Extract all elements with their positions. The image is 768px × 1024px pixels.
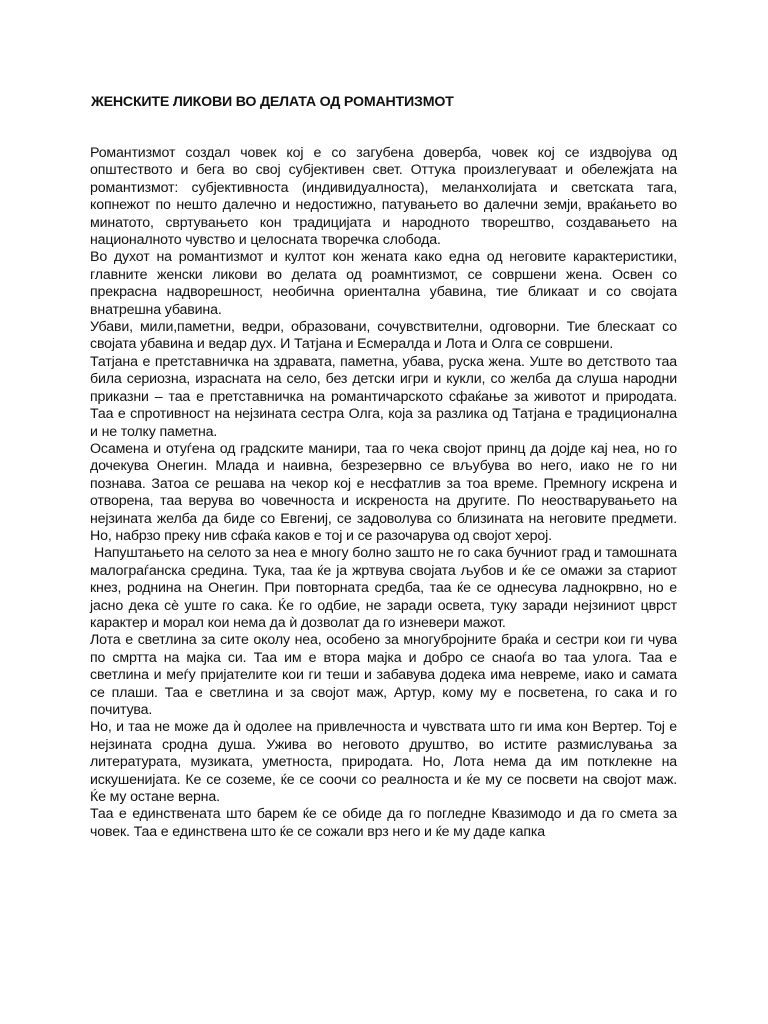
document-body (90, 145, 677, 841)
paragraph: Но, и таа не може да ѝ одолее на привлечноста и чувствата што ги има кон Вертер. Тој е нејзината сродна душа. Ужива во неговото друштво, во истите размислувања за литературата, музиката, уметноста, природата. Но, Лота нема да им потклекне на искушенијата. Ке се соземе, ќе се соочи со реалноста и ќе му се посвети на својот маж. Ќе му остане верна. (90, 719, 677, 806)
document-title: ЖЕНСКИТЕ ЛИКОВИ ВО ДЕЛАТА ОД РОМАНТИЗМОТ (91, 94, 454, 110)
paragraph: Татјана е претставничка на здравата, паметна, убава, руска жена. Уште во детството таа била сериозна, израсната на село, без детски игри и кукли, со желба да слуша народни приказни – таа е претставничка на романтичарското сфаќање за животот и природата. Таа е спротивност на нејзината сестра Олга, која за разлика од Татјана е традиционална и не толку паметна. (90, 353, 677, 440)
paragraph: Напуштањето на селото за неа е многу болно зашто не го сака бучниот град и тамошната малограѓанска средина. Тука, таа ќе ја жртвува својата љубов и ќе се омажи за стариот кнез, роднина на Онегин. При повторната средба, таа ќе се однесува ладнокрвно, но е јасно дека сè уште го сака. Ќе го одбие, не заради освета, туку заради нејзиниот цврст карактер и морал кои нема да ѝ дозволат да го изневери мажот. (90, 545, 677, 631)
paragraph: Романтизмот создал човек кој е со загубена доверба, човек кој се издвојува од општеството и бега во свој субјективен свет. Оттука произлегуваат и обележјата на романтизмот: субјективноста (индивидуалноста), меланхолијата и светската тага, копнежот по нешто далечно и недостижно, патувањето во далечни земји, враќањето во минатото, свртувањето кон традицијата и народното творештво, создавањето на националното чувство и целосната творечка слобода. (90, 145, 677, 249)
paragraph: Во духот на романтизмот и култот кон жената како една од неговите карактеристики, главните женски ликови во делата од роамнтизмот, се совршени жена. Освен со прекрасна надворешност, необична ориентална убавина, тие бликаат и со својата внатрешна убавина. (90, 249, 677, 318)
paragraph: Осамена и отуѓена од градските манири, таа го чека својот принц да дојде кај неа, но го дочекува Онегин. Млада и наивна, безрезервно се вљубува во него, иако не го ни познава. Затоа се решава на чекор кој е несфатлив за тоа време. Премногу искрена и отворена, таа верува во човечноста и искреноста на другите. По неостварувањето на нејзината желба да биде со Евгениј, се задоволува со близината на неговите предмети. Но, набрзо преку нив сфаќа каков е тој и се разочарува од својот херој. (90, 440, 677, 544)
paragraph: Убави, мили,паметни, ведри, образовани, сочувствителни, одговорни. Тие блескаат со својата убавина и ведар дух. И Татјана и Есмералда и Лота и Олга се совршени. (90, 319, 677, 353)
paragraph: Таа е единствената што барем ќе се обиде да го погледне Квазимодо и да го смета за човек. Таа е единствена што ќе се сожали врз него и ќе му даде капка (90, 806, 677, 840)
paragraph: Лота е светлина за сите околу неа, особено за многубројните браќа и сестри кои ги чува по смртта на мајка си. Таа им е втора мајка и добро се снаоѓа во таа улога. Таа е светлина и меѓу пријателите кои ги теши и забавува додека има невреме, иако и самата се плаши. Таа е светлина и за својот маж, Артур, кому му е посветена, го сака и го почитува. (90, 632, 677, 718)
